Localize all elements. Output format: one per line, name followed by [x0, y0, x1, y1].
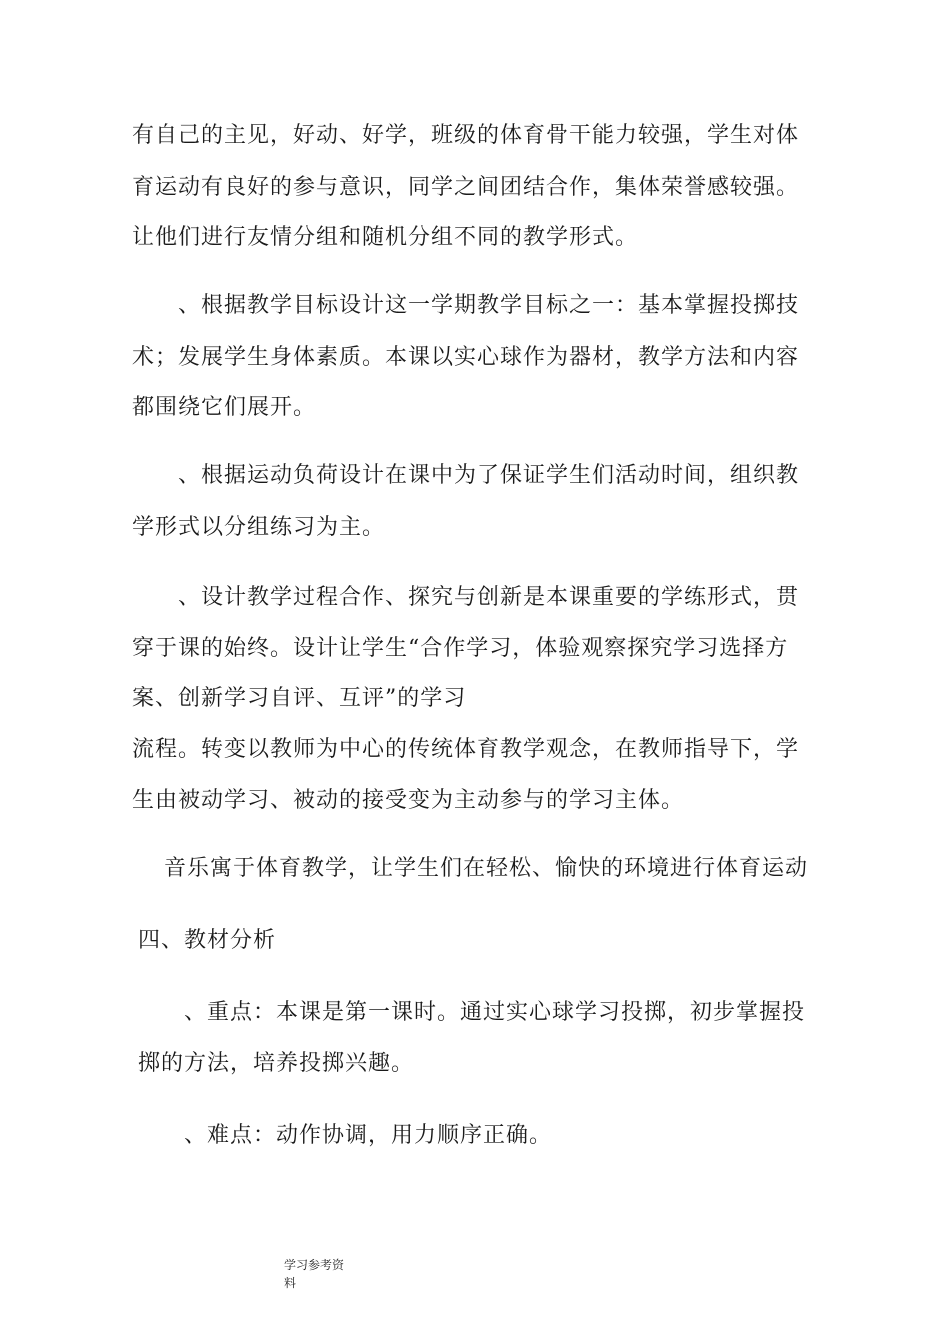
- paragraph-2-line-3: 都围绕它们展开。: [132, 395, 317, 420]
- difficulty-line-1: 、难点：动作协调，用力顺序正确。: [184, 1123, 553, 1148]
- paragraph-2-line-1: 、根据教学目标设计这一学期教学目标之一：基本掌握投掷技: [178, 293, 800, 318]
- paragraph-4-line-3: 案、创新学习自评、互评”的学习: [132, 686, 467, 711]
- paragraph-4-line-4: 流程。转变以教师为中心的传统体育教学观念，在教师指导下，学: [132, 737, 800, 762]
- paragraph-1-line-1: 有自己的主见，好动、好学，班级的体育骨干能力较强，学生对体: [132, 123, 800, 148]
- paragraph-3-line-1: 、根据运动负荷设计在课中为了保证学生们活动时间，组织教: [178, 463, 800, 488]
- paragraph-1-line-2: 育运动有良好的参与意识，同学之间团结合作，集体荣誉感较强。: [132, 175, 800, 200]
- section-heading: 四、教材分析: [138, 928, 277, 953]
- page-footer: [284, 1256, 344, 1292]
- key-point-line-2: 掷的方法，培养投掷兴趣。: [138, 1051, 415, 1076]
- key-point-line-1: 、重点：本课是第一课时。通过实心球学习投掷，初步掌握投: [184, 1000, 806, 1025]
- paragraph-2-line-2: 术；发展学生身体素质。本课以实心球作为器材，教学方法和内容: [132, 345, 800, 370]
- paragraph-3-line-2: 学形式以分组练习为主。: [132, 515, 386, 540]
- paragraph-5-line-1: 音乐寓于体育教学，让学生们在轻松、愉快的环境进行体育运动: [164, 856, 809, 881]
- paragraph-4-line-1: 、设计教学过程合作、探究与创新是本课重要的学练形式，贯: [178, 585, 800, 610]
- paragraph-4-line-5: 生由被动学习、被动的接受变为主动参与的学习主体。: [132, 788, 685, 813]
- footer-line-2: 料: [284, 1276, 297, 1290]
- footer-line-1: 学习参考资: [284, 1258, 345, 1272]
- paragraph-4-line-2: 穿于课的始终。设计让学生“合作学习，体验观察探究学习选择方: [132, 636, 789, 661]
- paragraph-1-line-3: 让他们进行友情分组和随机分组不同的教学形式。: [132, 225, 639, 250]
